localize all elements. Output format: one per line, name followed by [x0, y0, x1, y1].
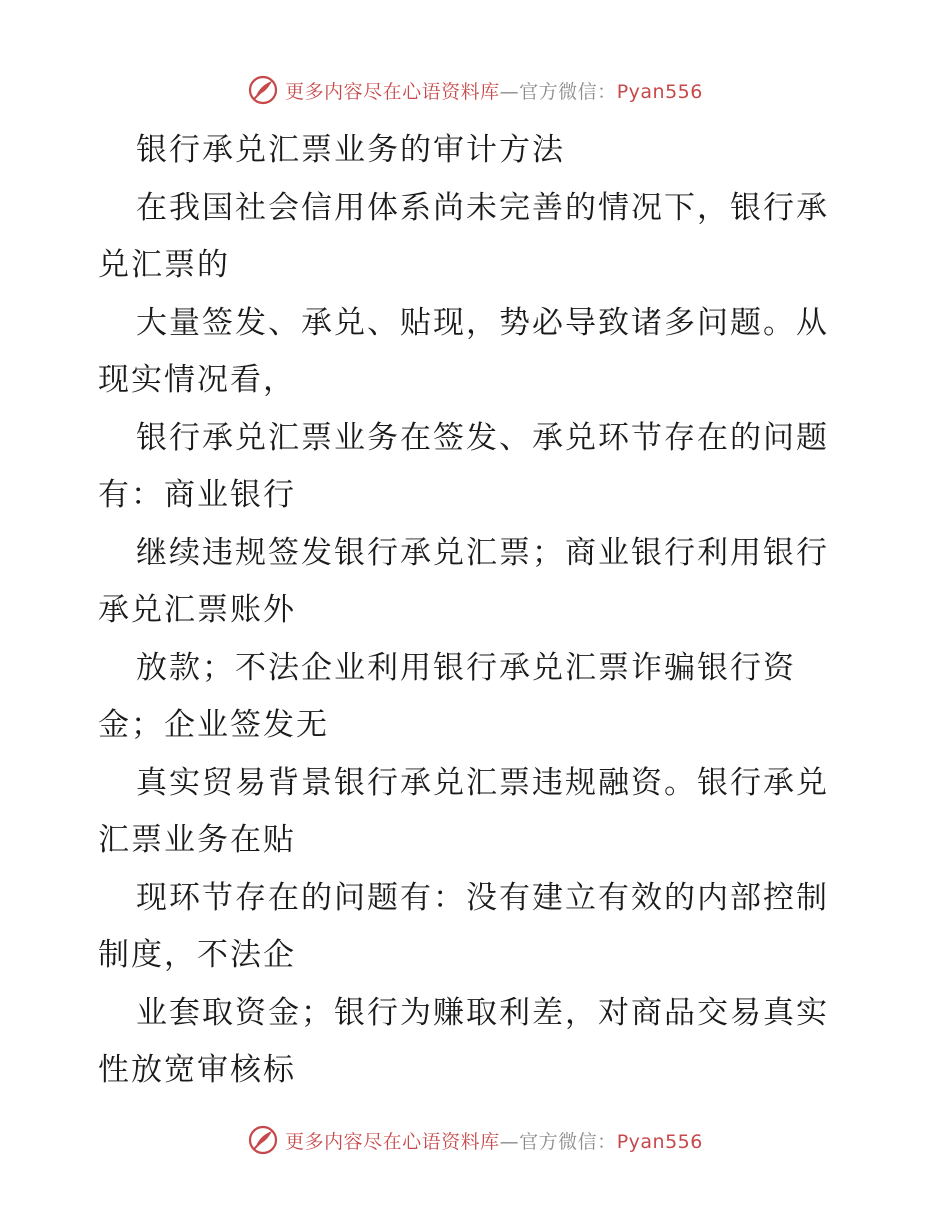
paragraph-line: 银行承兑汇票业务在签发、承兑环节存在的问题	[136, 419, 829, 456]
document-title: 银行承兑汇票业务的审计方法	[136, 132, 565, 168]
paragraph-line: 业套取资金；银行为赚取利差，对商品交易真实	[136, 994, 829, 1031]
paragraph-line: 汇票业务在贴	[98, 822, 296, 858]
header-watermark	[0, 70, 950, 110]
watermark-handle: Pyan556	[616, 80, 703, 103]
paragraph-line: 承兑汇票账外	[98, 592, 296, 628]
paragraph-line: 继续违规签发银行承兑汇票；商业银行利用银行	[136, 534, 829, 571]
quill-logo-icon	[247, 1124, 279, 1156]
paragraph-line: 真实贸易背景银行承兑汇票违规融资。银行承兑	[136, 764, 829, 801]
watermark-text	[285, 1127, 703, 1154]
watermark-secondary: 官方微信：	[519, 1130, 617, 1153]
paragraph-line: 制度，不法企	[98, 937, 296, 973]
paragraph-line: 现实情况看，	[98, 362, 296, 398]
watermark-handle: Pyan556	[616, 1130, 703, 1153]
paragraph-line: 有：商业银行	[98, 477, 296, 513]
paragraph-line: 放款；不法企业利用银行承兑汇票诈骗银行资	[136, 649, 796, 686]
paragraph-line: 在我国社会信用体系尚未完善的情况下，银行承	[136, 189, 829, 226]
watermark-secondary: 官方微信：	[519, 80, 617, 103]
watermark-separator: —	[499, 1130, 520, 1153]
paragraph-line: 金；企业签发无	[98, 707, 329, 743]
paragraph-line: 兑汇票的	[98, 247, 230, 283]
document-body	[98, 122, 858, 1100]
watermark-separator: —	[499, 80, 520, 103]
watermark-main: 更多内容尽在心语资料库	[285, 80, 500, 103]
footer-watermark	[0, 1120, 950, 1160]
watermark-text	[285, 77, 703, 104]
paragraph-line: 现环节存在的问题有：没有建立有效的内部控制	[136, 879, 829, 916]
paragraph-line: 大量签发、承兑、贴现，势必导致诸多问题。从	[136, 304, 829, 341]
watermark-main: 更多内容尽在心语资料库	[285, 1130, 500, 1153]
quill-logo-icon	[247, 74, 279, 106]
paragraph-line: 性放宽审核标	[98, 1052, 296, 1088]
